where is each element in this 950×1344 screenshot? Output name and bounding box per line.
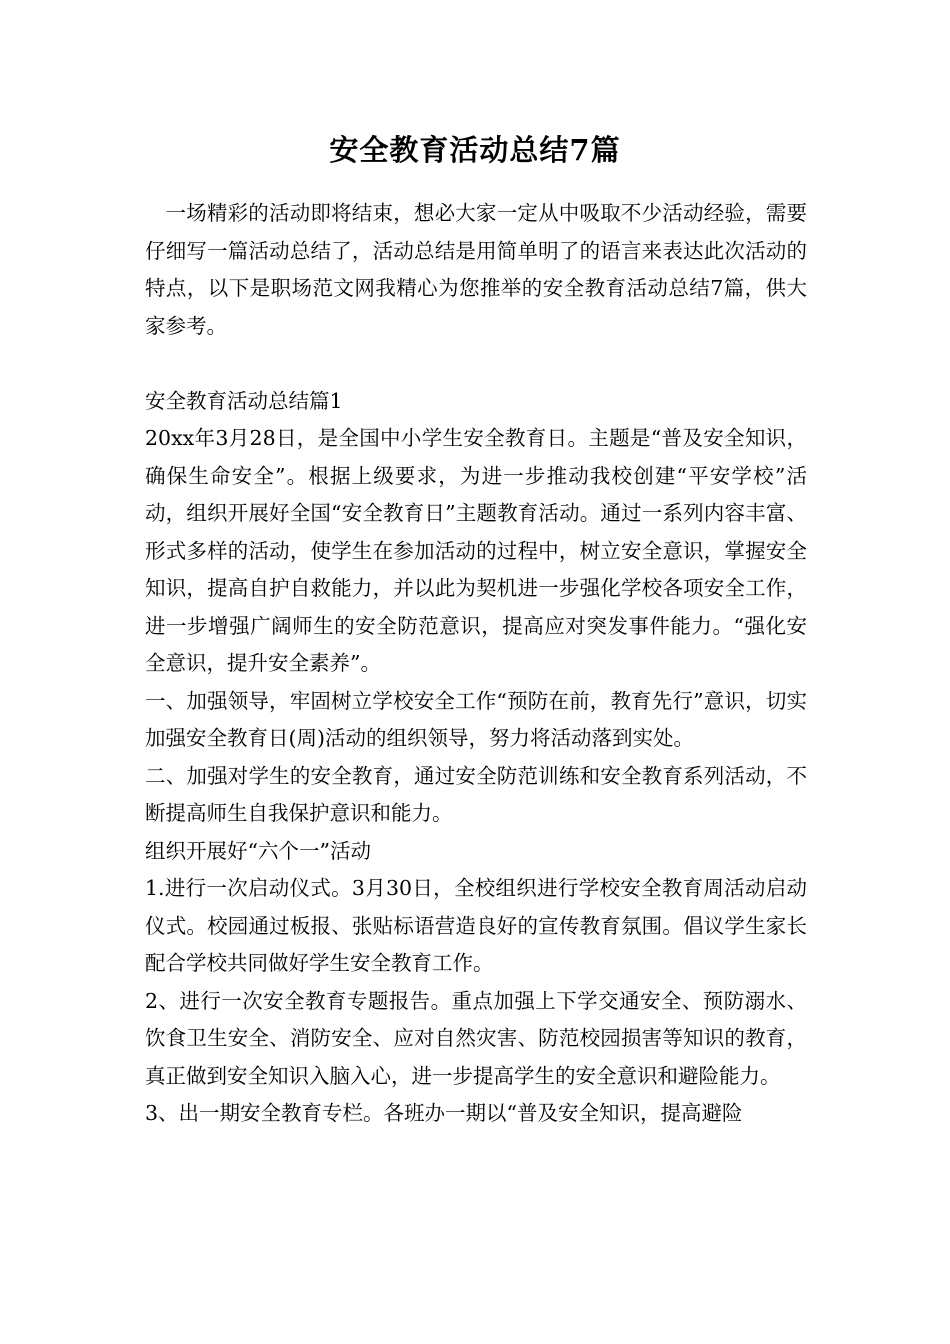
- body-paragraph: 组织开展好“六个一”活动: [145, 838, 371, 863]
- document-title: 安全教育活动总结7篇: [329, 133, 621, 167]
- section-heading: 安全教育活动总结篇1: [145, 388, 343, 413]
- document-body: [145, 195, 807, 1133]
- blank-line: [145, 345, 807, 383]
- intro-paragraph: 一场精彩的活动即将结束，想必大家一定从中吸取不少活动经验，需要仔细写一篇活动总结了，活动总结是用简单明了的语言来表达此次活动的特点，以下是职场范文网我精心为您推举的安全教育活动总结7篇，供大家参考。: [145, 201, 807, 338]
- body-paragraph: 1.进行一次启动仪式。3月30日，全校组织进行学校安全教育周活动启动仪式。校园通过板报、张贴标语营造良好的宣传教育氛围。倡议学生家长配合学校共同做好学生安全教育工作。: [145, 876, 807, 975]
- body-paragraph: 2、进行一次安全教育专题报告。重点加强上下学交通安全、预防溺水、饮食卫生安全、消防安全、应对自然灾害、防范校园损害等知识的教育，真正做到安全知识入脑入心，进一步提高学生的安全意识和避险能力。: [145, 988, 807, 1088]
- body-paragraph: 20xx年3月28日，是全国中小学生安全教育日。主题是“普及安全知识，确保生命安全”。根据上级要求，为进一步推动我校创建“平安学校”活动，组织开展好全国“安全教育日”主题教育活动。通过一系列内容丰富、形式多样的活动，使学生在参加活动的过程中，树立安全意识，掌握安全知识，提高自护自救能力，并以此为契机进一步强化学校各项安全工作，进一步增强广阔师生的安全防范意识，提高应对突发事件能力。“强化安全意识，提升安全素养”。: [145, 426, 807, 675]
- body-paragraph: 3、出一期安全教育专栏。各班办一期以“普及安全知识，提高避险: [145, 1101, 743, 1125]
- body-paragraph: 二、加强对学生的安全教育，通过安全防范训练和安全教育系列活动，不断提高师生自我保护意识和能力。: [145, 763, 807, 825]
- body-paragraph: 一、加强领导，牢固树立学校安全工作“预防在前，教育先行”意识，切实加强安全教育日(周)活动的组织领导，努力将活动落到实处。: [145, 688, 807, 750]
